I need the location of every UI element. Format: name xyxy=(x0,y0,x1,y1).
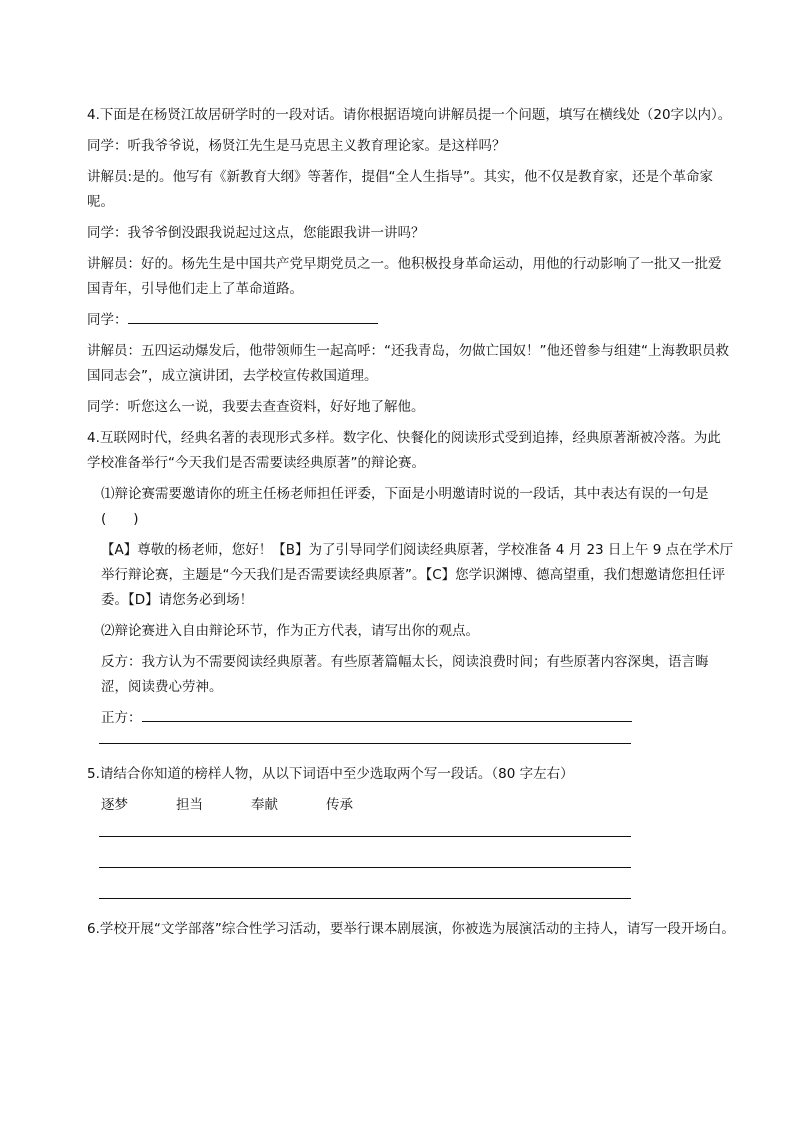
word-item: 逐梦 xyxy=(101,797,128,813)
dialogue-line: 讲解员:是的。他写有《新教育大纲》等著作，提倡“全人生指导”。其实，他不仅是教育家，还是个革命家呢。 xyxy=(87,169,714,210)
dialogue-line: 同学：我爷爷倒没跟我说起过这点，您能跟我讲一讲吗？ xyxy=(87,225,425,241)
word-item: 传承 xyxy=(326,797,353,813)
answer-blank[interactable] xyxy=(128,309,378,324)
question-prompt: 4.下面是在杨贤江故居研学时的一段对话。请你根据语境向讲解员提一个问题，填写在横线处（20字以内）。 xyxy=(87,107,732,123)
question-4a xyxy=(87,103,734,420)
question-prompt: 5.请结合你知道的榜样人物，从以下词语中至少选取两个写一段话。（80 字左右） xyxy=(87,766,574,782)
answer-rule[interactable] xyxy=(99,743,631,744)
question-4b xyxy=(87,426,734,744)
pro-side-line xyxy=(87,706,734,731)
answer-rule[interactable] xyxy=(99,867,631,868)
dialogue-line: 同学：听您这么一说，我要去查查资料，好好地了解他。 xyxy=(87,399,425,415)
word-list xyxy=(87,793,734,818)
question-6 xyxy=(87,917,734,942)
answer-rule[interactable] xyxy=(99,898,631,899)
dialogue-line: 讲解员：五四运动爆发后，他带领师生一起高呼：“还我青岛，勿做亡国奴！”他还曾参与组建“上海教职员救国同志会”，成立演讲团，去学校宣传救国道理。 xyxy=(87,343,729,384)
sub-question-options: 【A】尊敬的杨老师，您好！【B】为了引导同学们阅读经典原著，学校准备 4 月 23 日上午 9 点在学术厅举行辩论赛，主题是“今天我们是否需要读经典原著”。【C】您学识渊博、德高望重，我们想邀请您担任评委。【D】请您务必到场！ xyxy=(101,542,734,608)
answer-rule[interactable] xyxy=(99,836,631,837)
dialogue-speaker: 同学： xyxy=(87,312,128,328)
dialogue-line: 讲解员：好的。杨先生是中国共产党早期党员之一。他积极投身革命运动，用他的行动影响了一批又一批爱国青年，引导他们走上了革命道路。 xyxy=(87,256,722,297)
pro-side-label: 正方： xyxy=(101,710,142,726)
sub-question-1: ⑴辩论赛需要邀请你的班主任杨老师担任评委，下面是小明邀请时说的一段话，其中表达有误的一句是( ) xyxy=(101,486,709,527)
question-intro: 4.互联网时代，经典名著的表现形式多样。数字化、快餐化的阅读形式受到追捧，经典原著渐被冷落。为此学校准备举行“今天我们是否需要读经典原著”的辩论赛。 xyxy=(87,430,721,471)
question-5 xyxy=(87,762,734,899)
answer-blank[interactable] xyxy=(142,707,632,722)
word-item: 担当 xyxy=(176,797,203,813)
dialogue-line: 同学：听我爷爷说，杨贤江先生是马克思主义教育理论家。是这样吗？ xyxy=(87,138,506,154)
sub-question-2: ⑵辩论赛进入自由辩论环节，作为正方代表，请写出你的观点。 xyxy=(101,623,479,639)
con-side-statement: 反方：我方认为不需要阅读经典原著。有些原著篇幅太长，阅读浪费时间；有些原著内容深奥，语言晦涩，阅读费心劳神。 xyxy=(101,654,709,695)
word-item: 奉献 xyxy=(251,797,278,813)
dialogue-answer-line xyxy=(87,308,734,333)
question-prompt: 6.学校开展“文学部落”综合性学习活动，要举行课本剧展演，你被选为展演活动的主持人，请写一段开场白。 xyxy=(87,921,735,937)
